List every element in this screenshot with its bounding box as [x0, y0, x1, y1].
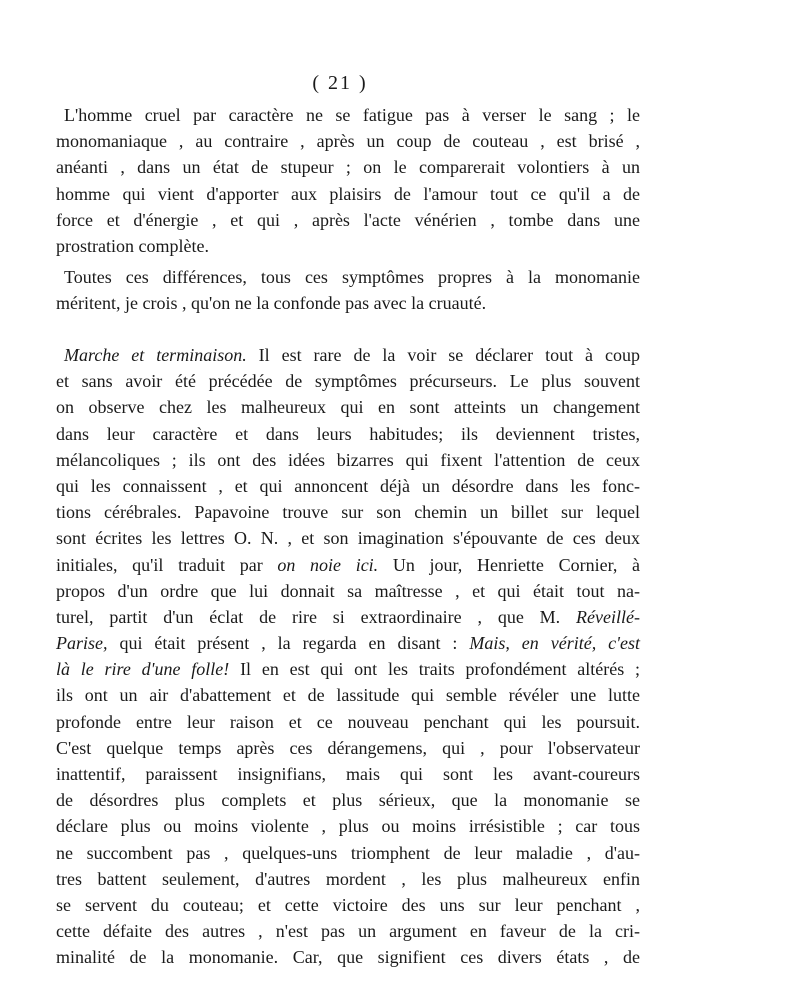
text-line — [56, 604, 640, 630]
text-line: propos d'un ordre que lui donnait sa maîtresse , et qui était tout na- — [56, 580, 640, 601]
italic-name: Réveillé- — [576, 606, 640, 627]
text-run: Il est rare de la voir se déclarer tout à coup — [246, 345, 640, 365]
text-line — [56, 630, 640, 656]
text-line: sont écrites les lettres O. N. , et son imagination s'épouvante de ces deux — [56, 528, 640, 549]
text-line: mélancoliques ; ils ont des idées bizarres qui fixent l'attention de ceux — [56, 449, 640, 470]
paragraph-2 — [56, 264, 640, 316]
text-line: Toutes ces différences, tous ces symptômes propres à la monomanie — [64, 267, 640, 287]
text-line: dans leur caractère et dans leurs habitudes; ils deviennent tristes, — [56, 423, 640, 444]
paragraph-3 — [56, 342, 640, 971]
text-line: minalité de la monomanie. Car, que signifient ces divers états , de — [56, 947, 640, 968]
text-line: ils ont un air d'abattement et de lassitude qui semble révéler une lutte — [56, 685, 640, 706]
text-line: se servent du couteau; et cette victoire des uns sur leur penchant , — [56, 894, 640, 915]
text-line: déclare plus ou moins violente , plus ou moins irrésistible ; car tous — [56, 816, 640, 837]
text-line: de désordres plus complets et plus sérieux, que la monomanie se — [56, 790, 640, 811]
section-heading: Marche et terminaison. — [64, 345, 247, 365]
text-line: profonde entre leur raison et ce nouveau penchant qui les poursuit. — [56, 711, 640, 732]
text-line: tions cérébrales. Papavoine trouve sur son chemin un billet sur lequel — [56, 502, 640, 523]
text-line: inattentif, paraissent insignifians, mais qui sont les avant-coureurs — [56, 764, 640, 784]
italic-quote: là le rire d'une folle! — [56, 659, 230, 680]
italic-quote: Mais, en vérité, c'est — [469, 633, 640, 654]
italic-quote: on noie ici. — [277, 554, 379, 575]
text-line: ne succombent pas , quelques-uns triomphent de leur maladie , d'au- — [56, 842, 640, 863]
text-line: L'homme cruel par caractère ne se fatigue pas à verser le sang ; le — [64, 105, 640, 125]
text-line: homme qui vient d'apporter aux plaisirs de l'amour tout ce qu'il a de — [56, 183, 640, 204]
text-line — [56, 552, 640, 578]
text-run: Il en est qui ont les traits profondément altérés ; — [229, 659, 640, 680]
text-line — [56, 342, 640, 368]
text-line: anéanti , dans un état de stupeur ; on le comparerait volontiers à un — [56, 157, 640, 178]
italic-name: Parise, — [56, 633, 108, 654]
text-line: cette défaite des autres , n'est pas un argument en faveur de la cri- — [56, 921, 640, 942]
text-run: Un jour, Henriette Cornier, à — [378, 554, 641, 575]
text-run: qui était présent , la regarda en disant : — [107, 633, 470, 654]
text-line: C'est quelque temps après ces dérangemens, qui , pour l'observateur — [56, 737, 640, 758]
text-line: force et d'énergie , et qui , après l'acte vénérien , tombe dans une — [56, 209, 640, 230]
text-run: turel, partit d'un éclat de rire si extraordinaire , que M. — [56, 606, 577, 627]
text-line — [56, 656, 640, 682]
text-line: qui les connaissent , et qui annoncent déjà un désordre dans les fonc- — [56, 475, 640, 496]
text-line: méritent, je crois , qu'on ne la confonde pas avec la cruauté. — [56, 293, 487, 314]
text-line: tres battent seulement, d'autres mordent , les plus malheureux enfin — [56, 868, 640, 889]
text-line: et sans avoir été précédée de symptômes précurseurs. Le plus souvent — [56, 371, 640, 392]
text-run: initiales, qu'il traduit par — [56, 554, 278, 575]
text-line: prostration complète. — [56, 235, 209, 256]
text-line: on observe chez les malheureux qui en sont atteints un changement — [56, 397, 640, 418]
page-number: ( 21 ) — [312, 72, 368, 94]
text-line: monomaniaque , au contraire , après un coup de couteau , est brisé , — [56, 131, 640, 152]
paragraph-1 — [56, 102, 640, 259]
